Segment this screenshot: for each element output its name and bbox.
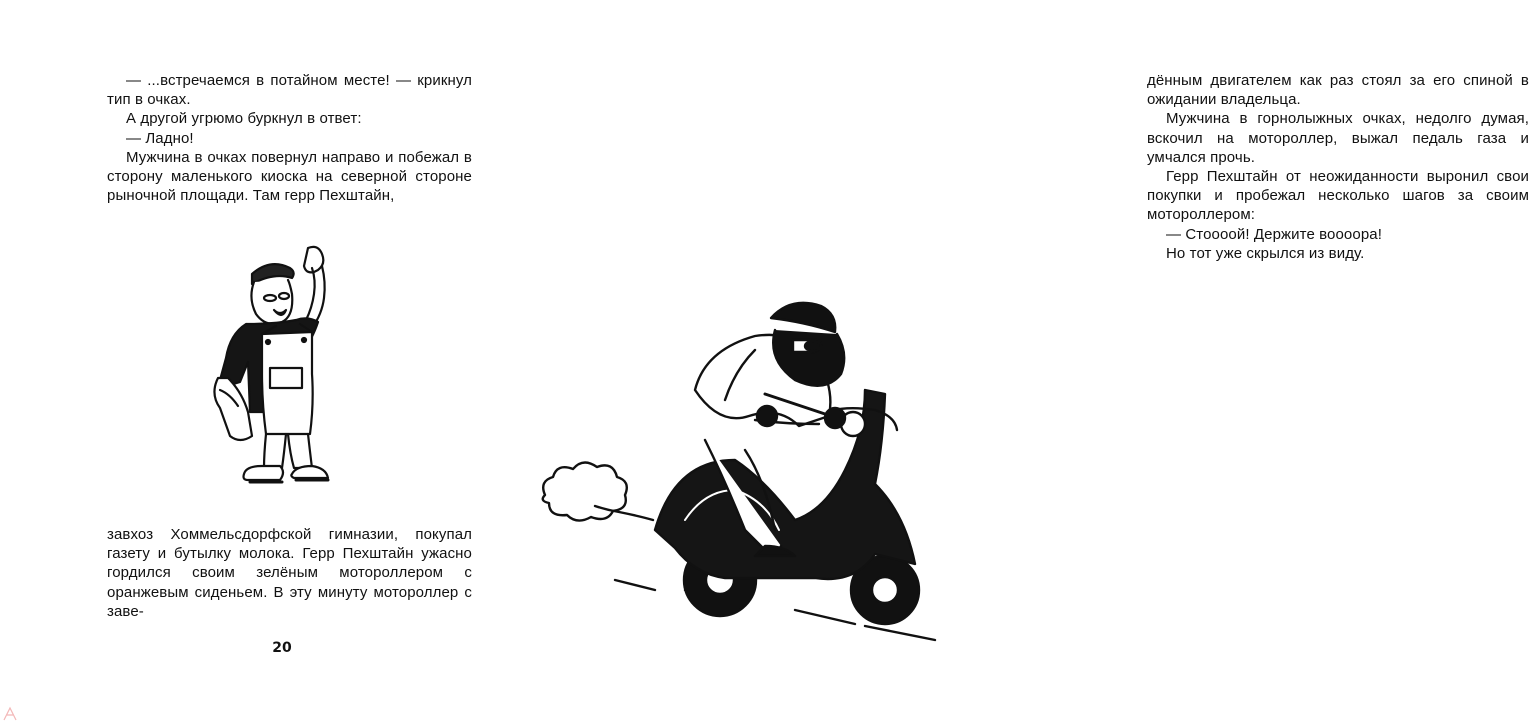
paragraph: Но тот уже скрылся из виду. — [1166, 244, 1365, 262]
paragraph: Мужчина в очках повернул направо и побежал в сторону маленького киоска на северной стороне рыночной площади. Там герр Пехштайн, — [107, 148, 472, 205]
paragraph: дённым двигателем как раз стоял за его спиной в ожидании владельца. — [1147, 72, 1529, 109]
paragraph: Мужчина в горнолыжных очках, недолго думая, вскочил на мотороллер, выжал педаль газа и умчался прочь. — [1147, 110, 1529, 166]
left-page — [0, 0, 540, 726]
paragraph: завхоз Хоммельсдорфской гимназии, покупал газету и бутылку молока. Герр Пехштайн ужасно гордился своим зелёным мотороллером с оранжевым сиденьем. В эту минуту мотороллер с заве- — [107, 526, 472, 620]
paragraph: — Ладно! — [126, 129, 194, 147]
left-top-text — [107, 71, 472, 205]
page-number: 20 — [272, 640, 292, 656]
shouting-man-illustration — [200, 238, 340, 498]
paragraph: А другой угрюмо буркнул в ответ: — [126, 110, 362, 128]
left-bottom-text — [107, 525, 472, 621]
scooter-rider-illustration — [535, 290, 955, 640]
paragraph: — ...встречаемся в потайном месте! — крикнул тип в очках. — [107, 72, 472, 109]
paragraph: Герр Пехштайн от неожиданности выронил свои покупки и пробежал несколько шагов за своим мотороллером: — [1147, 168, 1529, 224]
paragraph: — Стоооой! Держите воооора! — [1166, 225, 1382, 243]
corner-watermark-icon — [2, 706, 18, 722]
right-top-text — [1147, 71, 1529, 263]
